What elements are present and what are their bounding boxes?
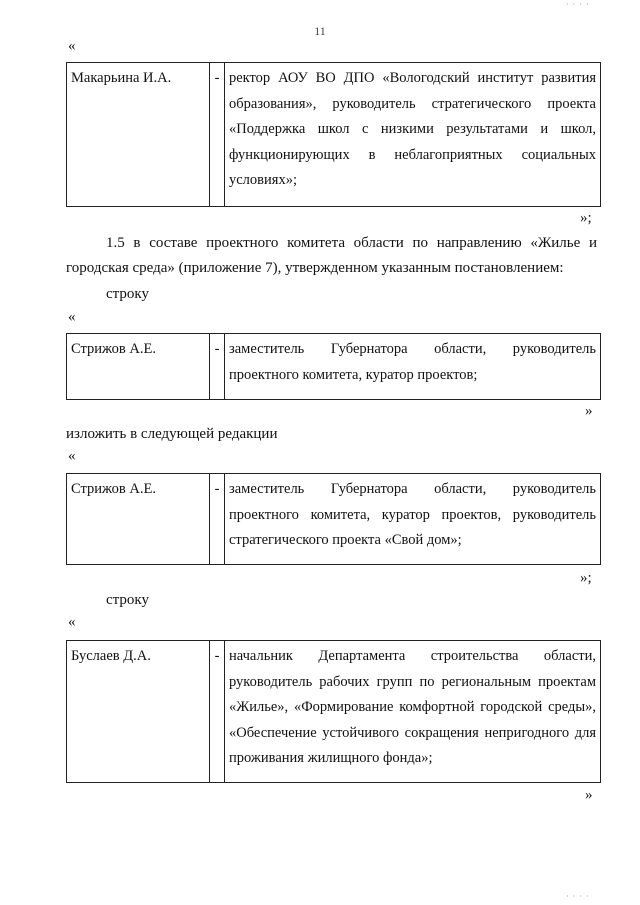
table-row <box>67 641 601 783</box>
opening-quote: « <box>68 614 76 630</box>
corner-mark-top: · · · · <box>566 0 590 9</box>
member-role: заместитель Губернатора области, руководитель проектного комитета, куратор проектов, руководитель стратегического проекта «Свой дом»; <box>225 474 601 565</box>
paragraph-1-5: 1.5 в составе проектного комитета области по направлению «Жилье и городская среда» (приложение 7), утвержденном указанным постановлением: <box>66 235 597 276</box>
opening-quote: « <box>68 448 76 464</box>
dash-separator: - <box>210 334 225 400</box>
izlozhit-label: изложить в следующей редакции <box>66 426 278 442</box>
member-table-buslaev <box>66 640 601 783</box>
member-table-strizhov-new <box>66 473 601 565</box>
opening-quote: « <box>68 38 76 54</box>
table-row <box>67 63 601 207</box>
member-name: Буслаев Д.А. <box>67 641 210 783</box>
member-name: Стрижов А.Е. <box>67 334 210 400</box>
stroku-label: строку <box>106 592 149 608</box>
member-role: ректор АОУ ВО ДПО «Вологодский институт развития образования», руководитель стратегического проекта «Поддержка школ с низкими результатами и школ, функционирующих в неблагоприятных социальных условиях»; <box>225 63 601 207</box>
dash-separator: - <box>210 63 225 207</box>
table-row <box>67 334 601 400</box>
member-name: Стрижов А.Е. <box>67 474 210 565</box>
member-role: заместитель Губернатора области, руководитель проектного комитета, куратор проектов; <box>225 334 601 400</box>
corner-mark-bottom: · · · · <box>566 892 590 901</box>
closing-quote: »; <box>580 210 592 226</box>
stroku-label: строку <box>106 286 149 302</box>
table-row <box>67 474 601 565</box>
member-name: Макарьина И.А. <box>67 63 210 207</box>
opening-quote: « <box>68 309 76 325</box>
member-table-strizhov-old <box>66 333 601 400</box>
member-role: начальник Департамента строительства области, руководитель рабочих групп по региональным проектам «Жилье», «Формирование комфортной городской среды», «Обеспечение устойчивого сокращения непригодного для проживания жилищного фонда»; <box>225 641 601 783</box>
closing-quote: » <box>585 787 593 803</box>
dash-separator: - <box>210 474 225 565</box>
closing-quote: » <box>585 403 593 419</box>
member-table-makaryina <box>66 62 601 207</box>
closing-quote: »; <box>580 570 592 586</box>
dash-separator: - <box>210 641 225 783</box>
page-number: 11 <box>314 24 326 38</box>
